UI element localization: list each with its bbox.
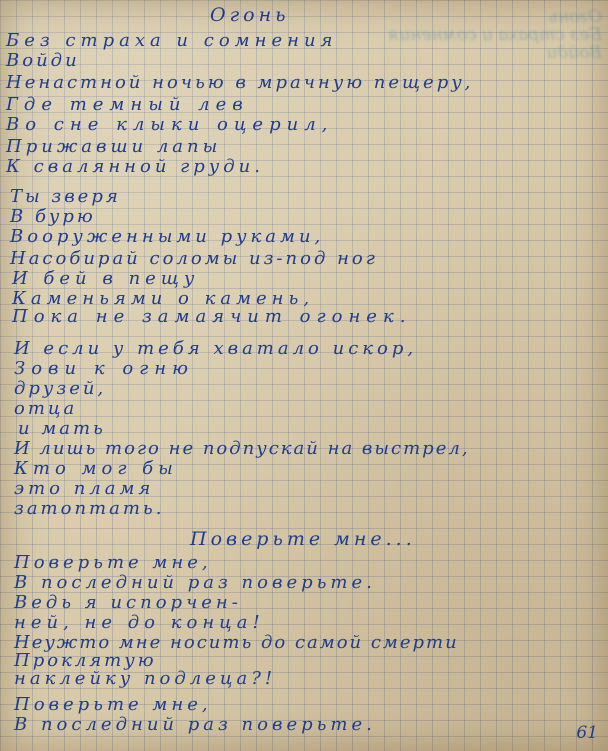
page-number: 61 (576, 723, 598, 743)
poem-line: ней, не до конца! (14, 612, 265, 633)
poem-title: Поверьте мне... (190, 528, 416, 550)
poem-line: Насобирай соломы из-под ног (10, 248, 378, 269)
poem-line: Поверьте мне, (14, 694, 212, 715)
poem-line: Пока не замаячит огонек. (12, 306, 412, 327)
poem-line: Где темный лев (6, 94, 249, 115)
bleed-through-text (302, 8, 602, 78)
poem-line: Каменьями о камень, (12, 288, 315, 309)
poem-line: Ведь я испорчен- (14, 592, 242, 613)
poem-title: Огонь (210, 4, 290, 26)
poem-line: Во сне клыки оцерил, (6, 114, 334, 135)
poem-line: В последний раз поверьте. (14, 572, 376, 593)
poem-line: В последний раз поверьте. (14, 714, 376, 735)
bleed-line: Огонь (548, 7, 602, 27)
poem-line: это пламя (14, 478, 155, 499)
poem-line: Проклятую (14, 650, 157, 671)
poem-line: И лишь того не подпускай на выстрел, (14, 438, 470, 459)
poem-line: Вооруженными руками, (10, 226, 325, 247)
bleed-line: Войди (546, 43, 602, 63)
poem-line: К свалянной груди. (6, 156, 264, 177)
poem-line: Ты зверя (10, 186, 121, 207)
poem-line: наклейку подлеца?! (14, 668, 277, 689)
poem-line: Войди (6, 50, 80, 71)
poem-line: И бей в пещу (12, 268, 200, 289)
poem-line: И если у тебя хватало искор, (14, 338, 418, 359)
poem-line: Зови к огню (14, 358, 194, 379)
poem-line: Неужто мне носить до самой смерти (14, 632, 459, 653)
poem-line: В бурю (10, 206, 96, 227)
bleed-line: Без страха и сомнения (388, 25, 602, 45)
poem-line: Поверьте мне, (14, 552, 212, 573)
poem-line: и мать (18, 418, 106, 439)
poem-line: Прижавши лапы (6, 136, 222, 157)
poem-line: друзей, (14, 378, 107, 399)
poem-line: затоптать. (14, 498, 165, 519)
poem-line: Без страха и сомнения (6, 30, 338, 51)
poem-line: отца (14, 398, 78, 419)
poem-line: Кто мог бы (14, 458, 178, 479)
poem-line: Ненастной ночью в мрачную пещеру, (6, 72, 474, 93)
